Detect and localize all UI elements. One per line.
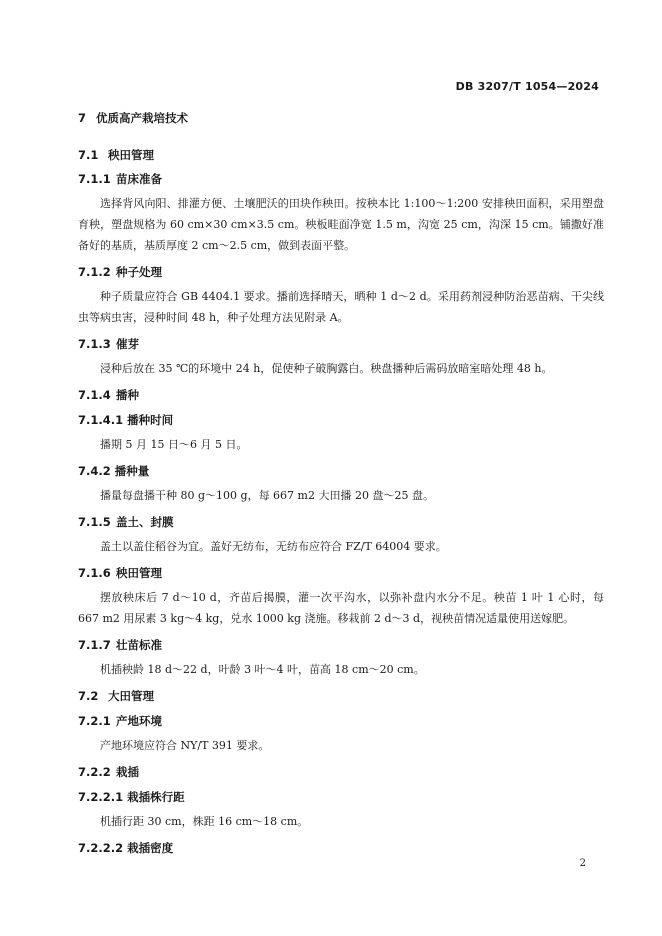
heading-7-2-2 xyxy=(78,763,604,781)
heading-7-1-2 xyxy=(78,263,604,281)
heading-title: 产地环境 xyxy=(116,714,162,728)
heading-7-2-2-1 xyxy=(78,788,604,806)
heading-7-2 xyxy=(78,687,604,705)
heading-number: 7 xyxy=(78,111,87,125)
heading-number: 7.2.2.2 xyxy=(78,841,124,855)
heading-number: 7.1.2 xyxy=(78,265,111,279)
heading-title: 优质高产栽培技术 xyxy=(96,111,188,125)
paragraph-7-1-4-1: 播期 5 月 15 日～6 月 5 日。 xyxy=(100,438,248,451)
page-number: 2 xyxy=(579,858,586,869)
heading-7-2-1 xyxy=(78,712,604,730)
heading-number: 7.2.2.1 xyxy=(78,790,124,804)
paragraph-7-4-2: 播量每盘播干种 80 g～100 g，每 667 m2 大田播 20 盘～25 盘。 xyxy=(100,489,434,502)
heading-number: 7.1.5 xyxy=(78,515,111,529)
heading-number: 7.2.2 xyxy=(78,765,111,779)
heading-number: 7.1 xyxy=(78,148,99,162)
heading-title: 栽插 xyxy=(116,765,139,779)
heading-7-1-4 xyxy=(78,386,604,404)
paragraph-7-2-2-1: 机插行距 30 cm，株距 16 cm～18 cm。 xyxy=(100,815,309,828)
heading-title: 秧田管理 xyxy=(116,566,162,580)
heading-7-1-3 xyxy=(78,335,604,353)
heading-title: 栽插株行距 xyxy=(127,790,185,804)
paragraph-7-1-7: 机插秧龄 18 d～22 d，叶龄 3 叶～4 叶，苗高 18 cm～20 cm。 xyxy=(100,663,425,676)
heading-title: 大田管理 xyxy=(108,689,154,703)
heading-title: 种子处理 xyxy=(116,265,162,279)
heading-title: 秧田管理 xyxy=(108,148,154,162)
heading-title: 壮苗标准 xyxy=(116,638,162,652)
paragraph-7-1-5: 盖土以盖住稻谷为宜。盖好无纺布，无纺布应符合 FZ/T 64004 要求。 xyxy=(100,540,447,553)
paragraph-7-1-2: 种子质量应符合 GB 4404.1 要求。播前选择晴天，晒种 1 d～2 d。采用药剂浸种防治恶苗病、干尖线虫等病虫害，浸种时间 48 h，种子处理方法见附录 A。 xyxy=(78,290,604,324)
heading-title: 催芽 xyxy=(116,337,139,351)
paragraph-7-1-6: 摆放秧床后 7 d～10 d，齐苗后揭膜，灌一次平沟水，以弥补盘内水分不足。秧苗 1 叶 1 心时，每 667 m2 用尿素 3 kg～4 kg，兑水 1000 kg 浇施。移栽前 2 d～3 d，视秧苗情况适量使用送嫁肥。 xyxy=(78,591,604,625)
paragraph-7-2-1: 产地环境应符合 NY/T 391 要求。 xyxy=(100,739,270,752)
heading-number: 7.1.4 xyxy=(78,388,111,402)
heading-number: 7.2 xyxy=(78,689,99,703)
heading-title: 栽插密度 xyxy=(127,841,174,855)
heading-number: 7.1.1 xyxy=(78,172,111,186)
heading-7-1-7 xyxy=(78,636,604,654)
heading-7-1-6 xyxy=(78,564,604,582)
heading-number: 7.1.3 xyxy=(78,337,111,351)
heading-7-1 xyxy=(78,146,604,164)
heading-number: 7.1.7 xyxy=(78,638,111,652)
heading-title: 苗床准备 xyxy=(116,172,162,186)
heading-7-1-5 xyxy=(78,513,604,531)
heading-number: 7.1.6 xyxy=(78,566,111,580)
heading-number: 7.1.4.1 xyxy=(78,413,124,427)
heading-title: 播种 xyxy=(116,388,139,402)
document-code-header: DB 3207/T 1054—2024 xyxy=(455,80,599,93)
heading-title: 播种量 xyxy=(114,464,150,478)
heading-7-4-2 xyxy=(78,462,604,480)
heading-number: 7.2.1 xyxy=(78,714,111,728)
heading-7-1-1 xyxy=(78,170,604,188)
paragraph-7-1-3: 浸种后放在 35 ℃的环境中 24 h，促使种子破胸露白。秧盘播种后需码放暗室暗处理 48 h。 xyxy=(100,362,553,375)
heading-title: 盖土、封膜 xyxy=(116,515,174,529)
heading-number: 7.4.2 xyxy=(78,464,111,478)
heading-7 xyxy=(78,109,604,127)
heading-7-1-4-1 xyxy=(78,411,604,429)
heading-title: 播种时间 xyxy=(127,413,174,427)
document-body xyxy=(78,105,604,857)
heading-7-2-2-2 xyxy=(78,839,604,857)
paragraph-7-1-1: 选择背风向阳、排灌方便、土壤肥沃的田块作秧田。按秧本比 1:100～1:200 安排秧田面积，采用塑盘育秧，塑盘规格为 60 cm×30 cm×3.5 cm。秧板畦面净宽 1.5 m，沟宽 25 cm，沟深 15 cm。铺撒好准备好的基质，基质厚度 2 cm～2.5 cm，做到表面平整。 xyxy=(78,197,604,252)
